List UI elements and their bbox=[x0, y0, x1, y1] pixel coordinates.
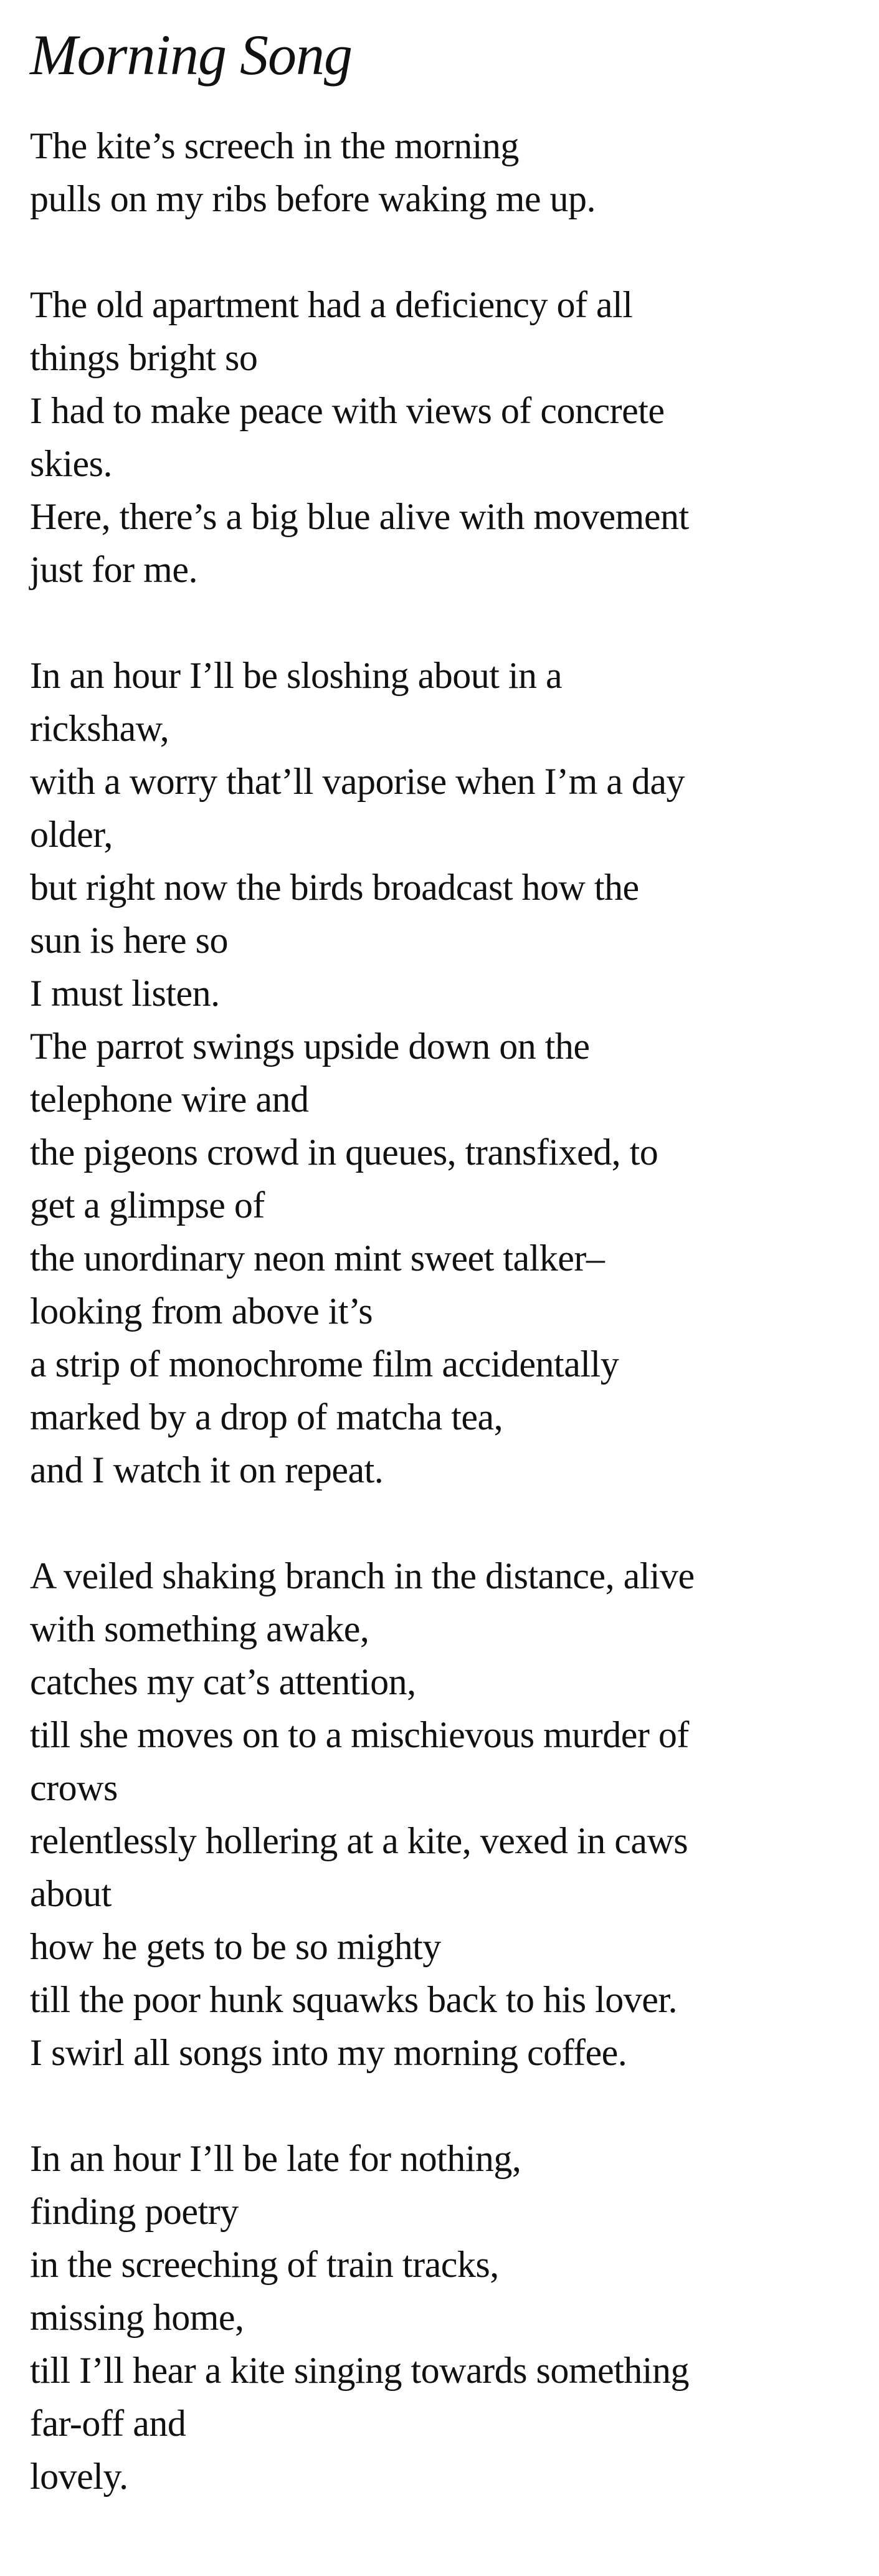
poem-line: In an hour I’ll be sloshing about in a bbox=[30, 655, 563, 696]
poem-line: skies. bbox=[30, 443, 112, 484]
stanza-4 bbox=[30, 1550, 858, 2079]
stanza-5 bbox=[30, 2132, 858, 2503]
poem-line: and I watch it on repeat. bbox=[30, 1449, 384, 1491]
poem-line: till the poor hunk squawks back to his lover. bbox=[30, 1979, 678, 2020]
poem-line: telephone wire and bbox=[30, 1079, 309, 1120]
poem-line: looking from above it’s bbox=[30, 1290, 373, 1332]
poem-line: finding poetry bbox=[30, 2191, 239, 2232]
poem-title: Morning Song bbox=[30, 23, 352, 87]
poem-line: older, bbox=[30, 814, 113, 855]
poem-line: the pigeons crowd in queues, transfixed, to bbox=[30, 1132, 658, 1173]
poem-line: just for me. bbox=[30, 549, 197, 590]
poem-container bbox=[30, 17, 858, 2503]
poem-line: I swirl all songs into my morning coffee. bbox=[30, 2032, 627, 2073]
poem-line: The parrot swings upside down on the bbox=[30, 1026, 590, 1067]
poem-line: a strip of monochrome film accidentally bbox=[30, 1343, 619, 1385]
poem-line: the unordinary neon mint sweet talker– bbox=[30, 1238, 605, 1279]
poem-line: marked by a drop of matcha tea, bbox=[30, 1396, 503, 1438]
poem-body bbox=[30, 120, 858, 2503]
poem-line: with something awake, bbox=[30, 1608, 369, 1649]
poem-line: A veiled shaking branch in the distance, alive bbox=[30, 1555, 695, 1596]
poem-line: relentlessly hollering at a kite, vexed in caws bbox=[30, 1820, 688, 1861]
poem-line: get a glimpse of bbox=[30, 1185, 265, 1226]
poem-line: lovely. bbox=[30, 2456, 128, 2497]
poem-line: rickshaw, bbox=[30, 708, 169, 749]
poem-line: crows bbox=[30, 1767, 118, 1808]
poem-line: in the screeching of train tracks, bbox=[30, 2244, 499, 2285]
poem-line: The kite’s screech in the morning bbox=[30, 125, 519, 166]
poem-line: far-off and bbox=[30, 2403, 186, 2444]
poem-line: Here, there’s a big blue alive with movement bbox=[30, 496, 689, 537]
poem-line: about bbox=[30, 1873, 112, 1914]
poem-line: till I’ll hear a kite singing towards something bbox=[30, 2350, 689, 2391]
stanza-3 bbox=[30, 649, 858, 1497]
poem-line: pulls on my ribs before waking me up. bbox=[30, 178, 596, 219]
stanza-1 bbox=[30, 120, 858, 226]
poem-line: I had to make peace with views of concrete bbox=[30, 390, 665, 431]
poem-line: how he gets to be so mighty bbox=[30, 1926, 441, 1967]
poem-line: missing home, bbox=[30, 2297, 244, 2338]
poem-line: In an hour I’ll be late for nothing, bbox=[30, 2138, 521, 2179]
poem-line: with a worry that’ll vaporise when I’m a day bbox=[30, 761, 685, 802]
poem-line: I must listen. bbox=[30, 973, 220, 1014]
poem-line: till she moves on to a mischievous murder of bbox=[30, 1714, 689, 1755]
stanza-2 bbox=[30, 279, 858, 596]
poem-line: sun is here so bbox=[30, 920, 228, 961]
poem-line: but right now the birds broadcast how the bbox=[30, 867, 639, 908]
poem-line: things bright so bbox=[30, 337, 258, 378]
poem-line: catches my cat’s attention, bbox=[30, 1661, 416, 1702]
poem-line: The old apartment had a deficiency of all bbox=[30, 284, 633, 325]
